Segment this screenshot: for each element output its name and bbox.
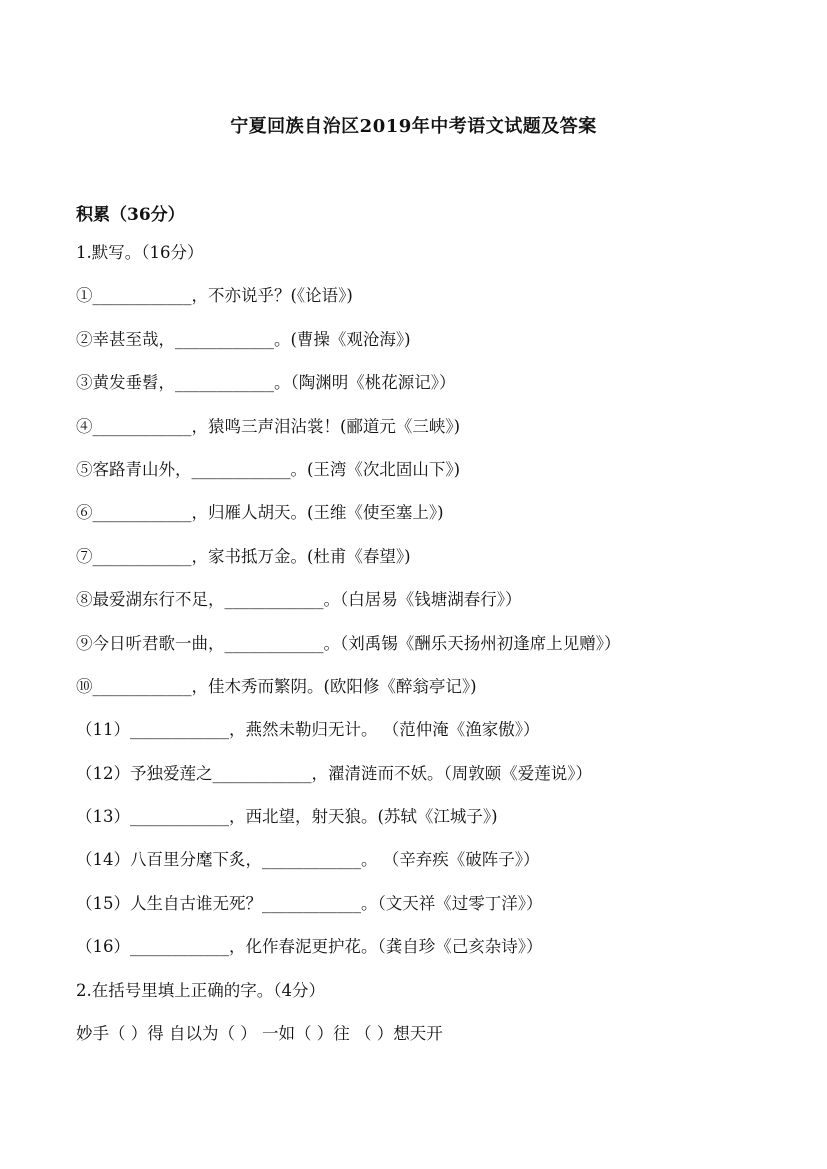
section-heading: 积累（36分） [76, 205, 185, 225]
dictation-line-5: ⑤客路青山外，____________。(王湾《次北固山下》) [76, 459, 461, 479]
dictation-line-11: （11）____________，燕然未勒归无计。 （范仲淹《渔家傲》） [76, 720, 540, 740]
dictation-line-3: ③黄发垂髫，____________。（陶渊明《桃花源记》） [76, 373, 456, 393]
document-title: 宁夏回族自治区2019年中考语文试题及答案 [230, 116, 597, 137]
dictation-line-7: ⑦____________，家书抵万金。(杜甫《春望》) [76, 546, 411, 566]
dictation-line-9: ⑨今日听君歌一曲，____________。（刘禹锡《酬乐天扬州初逢席上见赠》） [76, 633, 621, 653]
dictation-line-16: （16）____________，化作春泥更护花。（龚自珍《己亥杂诗》） [76, 937, 543, 957]
question-heading-2: 2.在括号里填上正确的字。（4分） [76, 980, 325, 1000]
dictation-line-8: ⑧最爱湖东行不足，____________。（白居易《钱塘湖春行》） [76, 590, 522, 610]
dictation-line-2: ②幸甚至哉，____________。(曹操《观沧海》) [76, 329, 411, 349]
dictation-line-10: ⑩____________，佳木秀而繁阴。(欧阳修《醉翁亭记》) [76, 676, 477, 696]
dictation-line-14: （14）八百里分麾下炙，____________。 （辛弃疾《破阵子》） [76, 850, 540, 870]
dictation-line-12: （12）予独爱莲之____________，濯清涟而不妖。（周敦颐《爱莲说》） [76, 763, 592, 783]
fill-in-words-line: 妙手（ ）得 自以为（ ） 一如（ ）往 （ ）想天开 [76, 1024, 443, 1044]
question-heading-1: 1.默写。（16分） [76, 243, 204, 262]
dictation-line-4: ④____________，猿鸣三声泪沾裳！(郦道元《三峡》) [76, 416, 461, 436]
dictation-line-6: ⑥____________，归雁人胡天。(王维《使至塞上》) [76, 503, 444, 523]
dictation-line-15: （15）人生自古谁无死？____________。（文天祥《过零丁洋》） [76, 893, 543, 913]
dictation-line-1: ①____________，不亦说乎？(《论语》) [76, 286, 353, 306]
question-list [76, 240, 796, 1064]
dictation-line-13: （13）____________，西北望，射天狼。(苏轼《江城子》) [76, 807, 498, 827]
